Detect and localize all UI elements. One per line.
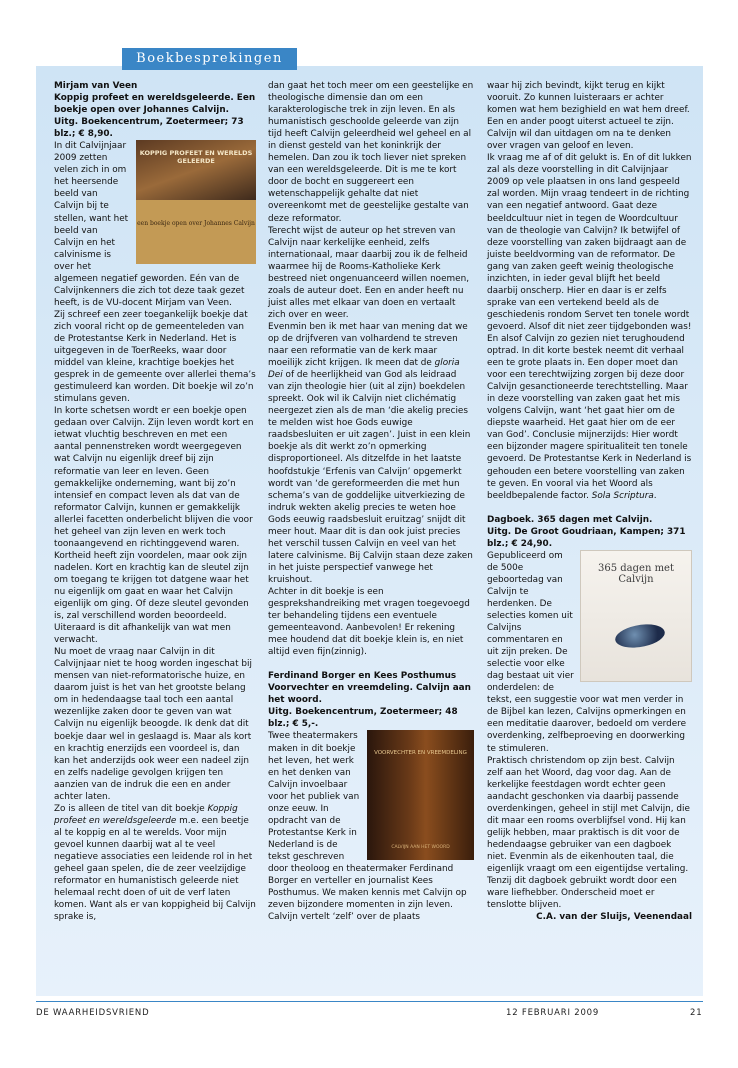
reviewer-signature: C.A. van der Sluijs, Veenendaal: [536, 912, 692, 923]
review2-title: Voorvechter en vreemdeling. Calvijn aan het woord.: [268, 683, 471, 706]
mussel-shell-image: [613, 620, 666, 652]
cover2-title: VOORVECHTER EN VREEMDELING: [374, 750, 467, 757]
col2-paragraph: Evenmin ben ik met haar van mening dat we op de drijfveren van volhardend te streven naar een reformatie van de kerk maar moeilijk zicht krijgen. Ik meen dat de gloria Dei of de heerlijkheid van God als leidraad van zijn theologie hier (uit al zijn) boekdelen spreekt. Ook wil ik Calvijn niet clichématig neergezet zien als de man ‘die akelig precies te melden wist hoe Gods euwige raadsbesluiten er uit zagen’. Juist in een klein boekje als dit werkt zo’n opmerking disproportioneel. Als ditzelfde in het laatste hoofdstukje ‘Erfenis van Calvijn’ opgemerkt wordt van ‘de gereformeerden die met hun schema’s van de goddelijke uitverkiezing de indruk wekten akelig precies te weten hoe Gods eeuwig raadsbesluit eruitzag’ snijdt dit meer hout. Maar dit is dan ook juist precies het verschil tussen Calvijn en veel van het latere calvinisme. Bij Calvijn staan deze zaken in het juiste perspectief vanwege het kruishout.: [268, 321, 473, 585]
col1-paragraph: In dit Calvijnjaar 2009 zetten velen zich in om het heersende beeld van Calvijn bij te stellen, want het beeld van Calvijn en het calvinisme is over het algemeen negatief geworden. Eén van de Calvijnkenners die zich tot deze taak gezet heeft, is de VU-docent Mirjam van Veen.: [54, 141, 245, 308]
cover1-subtitle: een boekje open over Johannes Calvijn: [137, 220, 255, 228]
column-2: [268, 80, 474, 923]
cover2-subtitle: CALVIJN AAN HET WOORD: [391, 845, 450, 851]
review3-publisher: Uitg. De Groot Goudriaan, Kampen; 371 blz.; € 24,90.: [487, 526, 686, 549]
review1-title: Koppig profeet en wereldsgeleerde. Een boekje open over Johannes Calvijn.: [54, 93, 256, 116]
footer-divider: [36, 1001, 703, 1002]
cover1-title: KOPPIG PROFEET EN WERELDS GELEERDE: [139, 149, 253, 165]
footer-date: 12 FEBRUARI 2009: [506, 1008, 600, 1018]
footer-page-number: 21: [690, 1008, 703, 1018]
col3-paragraph: Praktisch christendom op zijn best. Calvijn zelf aan het Woord, dag voor dag. Aan de kerkelijke feestdagen wordt echter geen aandacht geschonken via daarbij passende overdenkingen, geheel in stijl met Calvijn, die dit maar een rooms overblijfsel vond. Hij kan gelijk hebben, maar praktisch is dit voor de hedendaagse gebruiker van een dagboek niet. Evenmin als de eikenhouten taal, die eigenlijk vraagt om een eigentijdse vertaling. Tenzij dit dagboek gebruikt wordt door een ware liefhebber. Onderscheid moet er tenslotte blijven.: [487, 755, 690, 911]
review2-author: Ferdinand Borger en Kees Posthumus: [268, 671, 457, 682]
col2-paragraph: Achter in dit boekje is een gesprekshandreiking met vragen toegevoegd ter behandeling tijdens een eventuele gemeenteavond. Aanbevolen! Er rekening mee houdend dat dit boekje klein is, en niet altijd even fijn(zinnig).: [268, 586, 470, 658]
book-cover-koppig-profeet: [136, 140, 256, 264]
section-header: Boekbesprekingen: [122, 48, 297, 70]
col1-paragraph: Zij schreef een zeer toegankelijk boekje dat zich vooral richt op de gemeenteleden van de Protestantse Kerk in Nederland. Het is uitgegeven in de ToerReeks, waar door middel van kleine, krachtige boekjes het gesprek in de gemeente over allerlei thema’s gestimuleerd kan worden. Dit boekje wil zo’n stimulans geven.: [54, 309, 256, 405]
review1-publisher: Uitg. Boekencentrum, Zoetermeer; 73 blz.; € 8,90.: [54, 117, 244, 140]
col2-paragraph: dan gaat het toch meer om een geestelijke en theologische dimensie dan om een karakterologische trek in zijn leven. En als humanistisch geschoolde geleerde van zijn tijd heeft Calvijn geleerdheid wel geheel en al in dienst gesteld van het koninkrijk der hemelen. Dan zou ik toch liever niet spreken van een wereldsgeleerde. Dit is me te kort door de bocht en suggereert een wetenschappelijk gehalte dat niet overeenkomt met de geestelijke gestalte van deze reformator.: [268, 81, 474, 224]
book-cover-voorvechter: [367, 730, 474, 860]
col3-paragraph: Gepubliceerd om de 500e geboortedag van Calvijn te herdenken. De selecties komen uit Calvijns commentaren en uit zijn preken. De selectie voor elke dag bestaat uit vier onderdelen: de tekst, een suggestie voor wat men verder in de Bijbel kan lezen, Calvijns opmerkingen en een meditatie daarover, bedoeld om verdere overdenking, zelfbeproeving en doorwerking te stimuleren.: [487, 550, 687, 754]
col2-paragraph: Twee theatermakers maken in dit boekje het leven, het werk en het denken van Calvijn invoelbaar voor het publiek van onze eeuw. In opdracht van de Protestantse Kerk in Nederland is de tekst geschreven door theoloog en theatermaker Ferdinand Borger en verteller en journalist Kees Posthumus. We maken kennis met Calvijn op zeven bijzondere momenten in zijn leven. Calvijn vertelt ‘zelf’ over de plaats: [268, 731, 467, 923]
book-cover-365-dagen: [580, 550, 692, 682]
col1-paragraph: Kortheid heeft zijn voordelen, maar ook zijn nadelen. Kort en krachtig kan de sleutel zijn om toegang te krijgen tot datgene waar het nu eigenlijk om gaat en waar het Calvijn eigenlijk om ging. Of deze sleutel gevonden is, zal verschillend worden beoordeeld. Uiteraard is dit afhankelijk van wat men verwacht.: [54, 550, 249, 646]
review3-title: Dagboek. 365 dagen met Calvijn.: [487, 514, 653, 525]
col1-paragraph: In korte schetsen wordt er een boekje open gedaan over Calvijn. Zijn leven wordt kort en ietwat vluchtig beschreven en met een aantal pennenstreken wordt weergegeven wat Calvijn nu eigenlijk dreef bij zijn reformatie van leer en leven. Geen gemakkelijke onderneming, want bij zo’n intensief en compact leven als dat van de reformator Calvijn, kunnen er gemakkelijk allerlei facetten onderbelicht blijven die voor het geheel van zijn leven en werk toch toonaangevend en richtinggevend waren.: [54, 406, 254, 549]
review1-author: Mirjam van Veen: [54, 81, 138, 91]
column-1: [54, 80, 256, 923]
col3-paragraph: waar hij zich bevindt, kijkt terug en kijkt vooruit. Zo kunnen luisteraars er achter komen wat hem bezighield en wat hem dreef. Een en ander poogt uiterst actueel te zijn. Calvijn wil dan uitdagen om na te denken over vragen van geloof en leven.: [487, 81, 690, 152]
col3-paragraph: Ik vraag me af of dit gelukt is. En of dit lukken zal als deze voorstelling in dit Calvijnjaar 2009 op vele plaatsen in ons land gespeeld zal worden. Mijn vraag tendeert in de richting van een negatief antwoord. Gaat deze beeldcultuur niet in tegen de Woordcultuur van de theologie van Calvijn? Ik betwijfel of deze voorstelling van zaken bijdraagt aan de juiste beeldvorming van de reformator. De gang van zaken geeft weinig theologische inzichten, in ieder geval blijft het beeld daarbij onscherp. Hier en daar is er zelfs sprake van een vertekend beeld als de geschiedenis rondom Servet ten tonele wordt gevoerd. Alsof dit niet zeer tijdgebonden was! En alsof Calvijn zo gezien niet terughoudend optrad. In dit korte bestek neemt dit verhaal een te grote plaats in. Een doper moet dan voor een terechtwijzing zorgen bij deze door Calvijn gesanctioneerde terechtstelling. Maar in deze voorstelling van zaken gaat het mis volgens Calvijn, want ‘het gaat hier om de diepste waarheid. Het gaat hier om de eer van God’. Conclusie mijnerzijds: Hier wordt een bijzonder magere spiritualiteit ten tonele gevoerd. De Protestantse Kerk in Nederland is gehouden een betere voorstelling van zaken te geven. En vooral via het Woord als beeldbepalende factor. Sola Scriptura.: [487, 153, 692, 501]
footer-publication: DE WAARHEIDSVRIEND: [36, 1008, 150, 1018]
col2-paragraph: Terecht wijst de auteur op het streven van Calvijn naar kerkelijke eenheid, zelfs internationaal, maar daarbij zou ik de felheid waarmee hij de Rooms-Katholieke Kerk bestreed niet ongenuanceerd willen noemen, zoals de auteur doet. Een en ander heeft nu juist alles met elkaar van doen en vertaalt zich over en weer.: [268, 225, 470, 320]
column-3: [487, 80, 692, 923]
review2-publisher: Uitg. Boekencentrum, Zoetermeer; 48 blz.; € 5,-.: [268, 707, 458, 730]
col1-paragraph: Zo is alleen de titel van dit boekje Koppig profeet en wereldsgeleerde m.e. een beetje al te koppig en al te werelds. Voor mijn gevoel kunnen daarbij wat al te veel negatieve associaties een leidende rol in het geheel gaan spelen, die de zeer veelzijdige reformator en humanistisch geleerde niet helemaal recht doen of uit de verf laten komen. Want als er van koppigheid bij Calvijn sprake is,: [54, 803, 256, 923]
cover3-title: 365 dagen met Calvijn: [598, 562, 674, 585]
col1-paragraph: Nu moet de vraag naar Calvijn in dit Calvijnjaar niet te hoog worden ingeschat bij mensen van niet-reformatorische huize, en daarom juist is het van het grootste belang om in hedendaagse taal toch een aantal wezenlijke zaken door te geven van wat Calvijn nu eigenlijk beoogde. Ik denk dat dit boekje daar wel in geslaagd is. Maar als kort en krachtig enerzijds een voordeel is, dan kan het anderzijds ook weer een nadeel zijn en zelfs nadelige gevolgen krijgen ten aanzien van de indruk die een en ander achter laten.: [54, 647, 252, 802]
